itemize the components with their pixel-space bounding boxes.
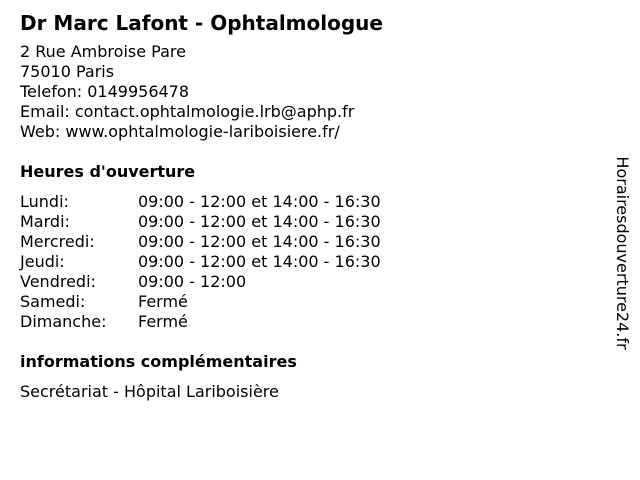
hours-row-thursday bbox=[20, 252, 381, 272]
hours-row-sunday bbox=[20, 312, 381, 332]
email-address[interactable]: contact.ophtalmologie.lrb@aphp.fr bbox=[74, 102, 355, 121]
web-label: Web: bbox=[20, 122, 61, 141]
day-label: Mardi: bbox=[20, 212, 70, 231]
email-line bbox=[20, 102, 600, 122]
page-title: Dr Marc Lafont - Ophtalmologue bbox=[20, 11, 383, 35]
day-hours: 09:00 - 12:00 et 14:00 - 16:30 bbox=[138, 212, 381, 231]
day-label: Jeudi: bbox=[20, 252, 65, 271]
day-hours: Fermé bbox=[138, 312, 188, 331]
day-hours: 09:00 - 12:00 et 14:00 - 16:30 bbox=[138, 252, 381, 271]
day-label: Vendredi: bbox=[20, 272, 96, 291]
address-street: 2 Rue Ambroise Pare bbox=[20, 42, 186, 61]
hours-heading: Heures d'ouverture bbox=[20, 162, 196, 181]
info-text: Secrétariat - Hôpital Lariboisière bbox=[20, 382, 279, 401]
day-label: Samedi: bbox=[20, 292, 86, 311]
hours-row-tuesday bbox=[20, 212, 381, 232]
hours-table bbox=[20, 192, 381, 332]
web-line bbox=[20, 122, 600, 142]
day-hours: 09:00 - 12:00 et 14:00 - 16:30 bbox=[138, 232, 381, 251]
hours-row-wednesday bbox=[20, 232, 381, 252]
address-city: 75010 Paris bbox=[20, 62, 115, 81]
info-heading: informations complémentaires bbox=[20, 352, 297, 371]
hours-row-saturday bbox=[20, 292, 381, 312]
day-label: Dimanche: bbox=[20, 312, 107, 331]
phone-number[interactable]: 0149956478 bbox=[87, 82, 190, 101]
day-label: Lundi: bbox=[20, 192, 69, 211]
email-label: Email: bbox=[20, 102, 70, 121]
day-hours: 09:00 - 12:00 bbox=[138, 272, 247, 291]
site-watermark: Horairesdouverture24.fr bbox=[613, 156, 632, 350]
day-label: Mercredi: bbox=[20, 232, 95, 251]
phone-label: Telefon: bbox=[20, 82, 83, 101]
web-address[interactable]: www.ophtalmologie-lariboisiere.fr/ bbox=[65, 122, 340, 141]
day-hours: Fermé bbox=[138, 292, 188, 311]
hours-row-friday bbox=[20, 272, 381, 292]
hours-row-monday bbox=[20, 192, 381, 212]
phone-line bbox=[20, 82, 600, 102]
listing-card bbox=[20, 10, 600, 402]
day-hours: 09:00 - 12:00 et 14:00 - 16:30 bbox=[138, 192, 381, 211]
